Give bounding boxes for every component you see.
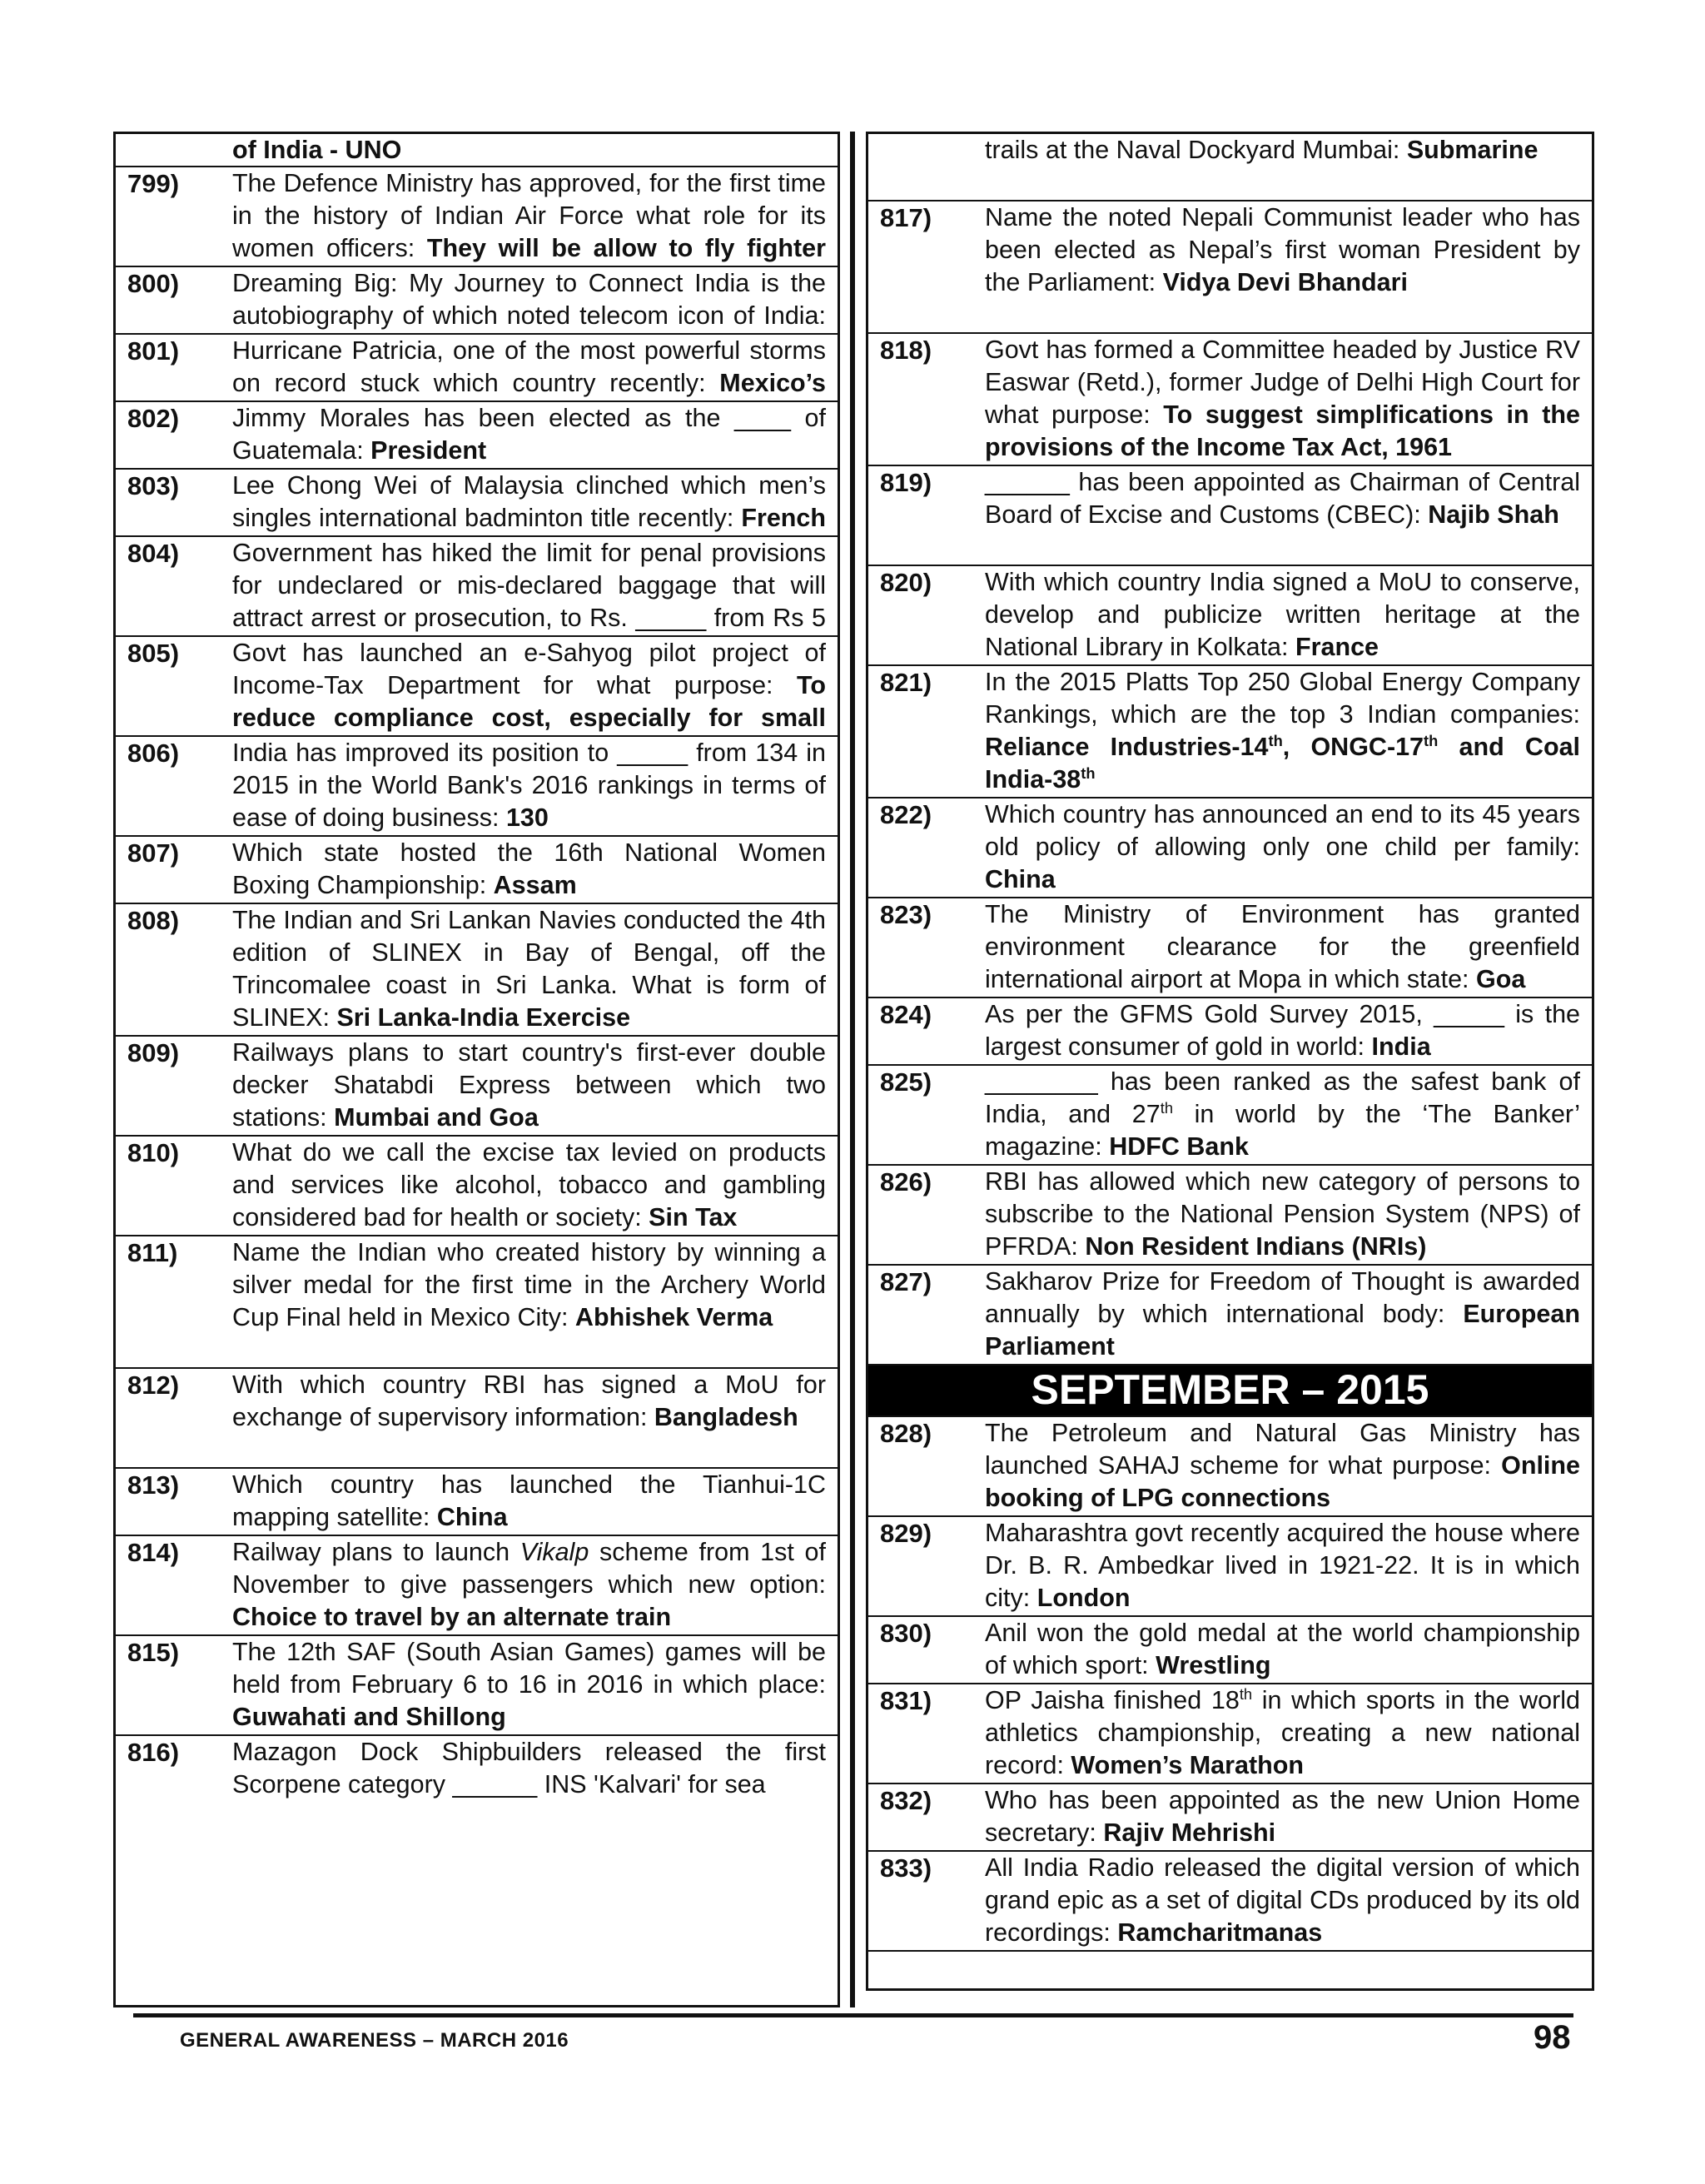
question-body: in world by the ‘The Banker’ magazine: xyxy=(985,1100,1580,1161)
question-entry xyxy=(868,666,1592,798)
question-text xyxy=(232,904,838,1035)
answer-text: European Parliament xyxy=(985,1300,1580,1361)
answer-text: Online booking of LPG connections xyxy=(985,1451,1580,1512)
question-text xyxy=(232,1037,838,1135)
question-number: 827) xyxy=(880,1267,932,1296)
question-body: Mazagon Dock Shipbuilders released the first Scorpene category ______ INS 'Kalvari' for sea xyxy=(232,1738,826,1798)
question-number: 821) xyxy=(880,668,932,697)
question-text xyxy=(985,466,1592,565)
question-body: In the 2015 Platts Top 250 Global Energy Company Rankings, which are the top 3 Indian companies: xyxy=(985,668,1580,729)
question-entry xyxy=(116,737,838,837)
superscript: th xyxy=(1239,1684,1253,1703)
answer-text: Goa xyxy=(1475,965,1526,993)
question-text xyxy=(232,1736,838,1801)
question-entry xyxy=(868,201,1592,334)
answer-text: Non Resident Indians (NRIs) xyxy=(1085,1232,1427,1261)
question-number: 814) xyxy=(127,1538,180,1567)
question-number: 813) xyxy=(127,1470,180,1500)
question-text xyxy=(232,267,838,333)
question-number: 824) xyxy=(880,1000,932,1029)
question-body: The Defence Ministry has approved, for the first time in the history of Indian Air Force what role for its women officers: xyxy=(232,169,826,262)
question-body: ______ has been appointed as Chairman of Central Board of Excise and Customs (CBEC): xyxy=(985,468,1580,529)
answer-text: They will be allow to fly fighter xyxy=(426,234,827,262)
answer-text: Assam xyxy=(493,871,577,899)
question-text xyxy=(232,737,838,835)
question-number: 806) xyxy=(127,739,180,768)
answer-text: To suggest simplifications in the provisions of the Income Tax Act, 1961 xyxy=(985,400,1580,461)
page-number: 98 xyxy=(1534,2019,1571,2056)
superscript: th xyxy=(1081,764,1096,782)
answer-text: Sin Tax xyxy=(649,1203,738,1231)
question-body: As per the GFMS Gold Survey 2015, _____ is the largest consumer of gold in world: xyxy=(985,1000,1580,1061)
question-text xyxy=(985,998,1592,1064)
question-body: Railway plans to launch xyxy=(232,1538,520,1566)
answer-text: Sri Lanka-India Exercise xyxy=(336,1003,631,1032)
question-text xyxy=(232,537,838,635)
question-entry xyxy=(868,466,1592,566)
question-body: Sakharov Prize for Freedom of Thought is awarded annually by which international body: xyxy=(985,1267,1580,1328)
question-text xyxy=(232,134,838,166)
question-text xyxy=(985,201,1592,332)
question-number xyxy=(116,134,232,166)
question-text xyxy=(232,1536,838,1634)
answer-text: Submarine xyxy=(1406,136,1538,164)
question-text xyxy=(985,898,1592,997)
question-text xyxy=(232,837,838,903)
question-body: Hurricane Patricia, one of the most powerful storms on record stuck which country recently: xyxy=(232,336,826,397)
right-column xyxy=(866,132,1594,1991)
question-number: 802) xyxy=(127,404,180,433)
question-number: 805) xyxy=(127,639,180,668)
answer-text: HDFC Bank xyxy=(1109,1132,1249,1161)
question-number: 826) xyxy=(880,1167,932,1196)
footer-title: GENERAL AWARENESS – MARCH 2016 xyxy=(180,2029,569,2052)
question-text xyxy=(232,1636,838,1734)
question-body: The Ministry of Environment has granted environment clearance for the greenfield international airport at Mopa in which state: xyxy=(985,900,1580,993)
question-entry xyxy=(116,134,838,167)
question-entry xyxy=(116,167,838,267)
question-entry xyxy=(116,1536,838,1636)
question-entry xyxy=(868,1266,1592,1366)
question-entry xyxy=(868,566,1592,666)
question-entry xyxy=(868,1166,1592,1266)
question-number: 811) xyxy=(127,1238,178,1267)
right-entries-after xyxy=(868,1417,1592,1952)
answer-text: Wrestling xyxy=(1156,1651,1271,1679)
question-number: 823) xyxy=(880,900,932,929)
question-text xyxy=(232,167,838,266)
question-entry xyxy=(116,904,838,1037)
question-number: 828) xyxy=(880,1419,932,1448)
question-entry xyxy=(868,898,1592,998)
answer-text: Najib Shah xyxy=(1428,500,1559,529)
question-body: Anil won the gold medal at the world championship of which sport: xyxy=(985,1619,1580,1679)
question-body: Railways plans to start country's first-ever double decker Shatabdi Express between which two stations: xyxy=(232,1038,826,1132)
question-body: Name the Indian who created history by winning a silver medal for the first time in the Archery World Cup Final held in Mexico City: xyxy=(232,1238,826,1331)
question-text xyxy=(232,1369,838,1467)
question-entry xyxy=(868,334,1592,466)
footer-rule xyxy=(133,2013,1573,2017)
question-entry xyxy=(868,1417,1592,1517)
question-entry xyxy=(116,1137,838,1236)
answer-text: India xyxy=(1371,1032,1431,1061)
answer-text: Reliance Industries-14 xyxy=(985,733,1269,761)
answer-text: France xyxy=(1295,633,1379,661)
question-number: 803) xyxy=(127,471,180,500)
answer-text: London xyxy=(1036,1584,1131,1612)
answer-text: Women’s Marathon xyxy=(1071,1751,1305,1779)
question-number: 801) xyxy=(127,336,180,366)
question-entry xyxy=(868,1852,1592,1952)
answer-text: China xyxy=(985,865,1056,893)
question-number: 832) xyxy=(880,1786,932,1815)
answer-text: Mumbai and Goa xyxy=(334,1103,539,1132)
question-body: All India Radio released the digital version of which grand epic as a set of digital CDs produced by its old recordings: xyxy=(985,1853,1580,1947)
answer-text: China xyxy=(436,1503,508,1531)
answer-text: French xyxy=(741,504,826,532)
answer-text: Choice to travel by an alternate train xyxy=(232,1603,672,1631)
question-number: 807) xyxy=(127,838,180,868)
question-number: 822) xyxy=(880,800,932,829)
question-number: 820) xyxy=(880,568,932,597)
answer-text: Mexico’s xyxy=(719,369,826,397)
question-text xyxy=(232,1236,838,1367)
question-entry xyxy=(868,1617,1592,1684)
question-body: Lee Chong Wei of Malaysia clinched which men’s singles international badminton title recently: xyxy=(232,471,826,532)
question-text xyxy=(985,134,1592,200)
question-body: India has improved its position to _____ from 134 in 2015 in the World Bank's 2016 rankings in terms of ease of doing business: xyxy=(232,739,826,832)
question-entry xyxy=(116,1636,838,1736)
question-body: Name the noted Nepali Communist leader who has been elected as Nepal’s first woman President by the Parliament: xyxy=(985,203,1580,296)
question-body: The Indian and Sri Lankan Navies conducted the 4th edition of SLINEX in Bay of Bengal, off the Trincomalee coast in Sri Lanka. What is form of SLINEX: xyxy=(232,906,826,1032)
italic-text: Vikalp xyxy=(519,1538,589,1566)
question-entry xyxy=(116,1369,838,1469)
answer-text: Guwahati and Shillong xyxy=(232,1703,506,1731)
question-entry xyxy=(868,1784,1592,1852)
question-entry xyxy=(116,1469,838,1536)
question-body: Dreaming Big: My Journey to Connect India is the autobiography of which noted telecom icon of India: xyxy=(232,269,826,330)
question-entry xyxy=(868,798,1592,898)
answer-text: To reduce compliance cost, especially for small xyxy=(232,671,826,732)
question-number: 809) xyxy=(127,1038,180,1067)
question-number: 812) xyxy=(127,1371,180,1400)
left-column xyxy=(113,132,840,2007)
question-number: 808) xyxy=(127,906,180,935)
question-body: Which country has launched the Tianhui-1C mapping satellite: xyxy=(232,1470,826,1531)
question-text xyxy=(232,470,838,535)
question-text xyxy=(232,402,838,468)
question-entry xyxy=(868,998,1592,1066)
question-number: 831) xyxy=(880,1686,932,1715)
answer-text: Bangladesh xyxy=(654,1403,798,1431)
answer-text: 130 xyxy=(505,803,549,832)
answer-text: Abhishek Verma xyxy=(574,1303,773,1331)
question-number: 800) xyxy=(127,269,180,298)
question-entry xyxy=(116,1037,838,1137)
question-body: Who has been appointed as the new Union Home secretary: xyxy=(985,1786,1580,1847)
question-entry xyxy=(868,1517,1592,1617)
question-text xyxy=(232,637,838,735)
superscript: th xyxy=(1160,1098,1173,1117)
question-text xyxy=(985,666,1592,797)
question-body: Maharashtra govt recently acquired the house where Dr. B. R. Ambedkar lived in 1921-22. It is in which city: xyxy=(985,1519,1580,1612)
question-body: Govt has formed a Committee headed by Justice RV Easwar (Retd.), former Judge of Delhi High Court for what purpose: xyxy=(985,336,1580,429)
question-number: 816) xyxy=(127,1738,180,1767)
question-body: Govt has launched an e-Sahyog pilot project of Income-Tax Department for what purpose: xyxy=(232,639,826,699)
right-entries-before xyxy=(868,134,1592,1366)
question-entry xyxy=(116,637,838,737)
question-body: RBI has allowed which new category of persons to subscribe to the National Pension System (NPS) of PFRDA: xyxy=(985,1167,1580,1261)
question-text xyxy=(985,1784,1592,1850)
question-entry xyxy=(116,1736,838,1801)
question-entry xyxy=(116,837,838,904)
question-number: 815) xyxy=(127,1638,180,1667)
question-text xyxy=(985,1166,1592,1264)
superscript: th xyxy=(1268,731,1283,749)
question-text xyxy=(985,1617,1592,1683)
question-body: With which country India signed a MoU to conserve, develop and publicize written heritage at the National Library in Kolkata: xyxy=(985,568,1580,661)
question-number: 810) xyxy=(127,1138,180,1167)
question-body: Which state hosted the 16th National Women Boxing Championship: xyxy=(232,838,826,899)
answer-text: Rajiv Mehrishi xyxy=(1103,1818,1276,1847)
answer-text: Ramcharitmanas xyxy=(1117,1918,1323,1947)
question-text xyxy=(985,1066,1592,1164)
question-body: in which sports in the world athletics championship, creating a new national record: xyxy=(985,1686,1581,1779)
question-entry xyxy=(868,1066,1592,1166)
question-text xyxy=(985,334,1592,465)
answer-text: , ONGC-17 xyxy=(1282,733,1424,761)
question-entry xyxy=(116,402,838,470)
question-body: ________ has been ranked as the safest bank of India, and 27 xyxy=(985,1067,1580,1128)
question-body: Government has hiked the limit for penal provisions for undeclared or mis-declared baggage that will attract arrest or prosecution, to Rs. _____ from Rs 5 xyxy=(232,539,826,632)
column-divider xyxy=(850,132,855,2007)
question-body: The 12th SAF (South Asian Games) games will be held from February 6 to 16 in 2016 in which place: xyxy=(232,1638,826,1699)
section-heading: SEPTEMBER – 2015 xyxy=(868,1366,1592,1417)
question-number: 817) xyxy=(880,203,932,232)
question-entry xyxy=(116,470,838,537)
question-number xyxy=(868,134,985,200)
question-body: With which country RBI has signed a MoU for exchange of supervisory information: xyxy=(232,1371,826,1431)
question-text xyxy=(985,1852,1592,1950)
question-body: trails at the Naval Dockyard Mumbai: xyxy=(985,136,1407,164)
answer-text: of India - UNO xyxy=(232,136,402,164)
question-body: scheme from 1st of November to give passengers which new option: xyxy=(232,1538,826,1599)
question-number: 829) xyxy=(880,1519,932,1548)
question-text xyxy=(232,335,838,400)
question-entry xyxy=(116,267,838,335)
question-body: Which country has announced an end to its 45 years old policy of allowing only one child per family: xyxy=(985,800,1580,861)
answer-text: Vidya Devi Bhandari xyxy=(1162,268,1408,296)
question-text xyxy=(232,1469,838,1535)
question-text xyxy=(985,566,1592,664)
question-body: OP Jaisha finished 18 xyxy=(985,1686,1240,1714)
question-body: What do we call the excise tax levied on products and services like alcohol, tobacco and gambling considered bad for health or society: xyxy=(232,1138,826,1231)
superscript: th xyxy=(1424,731,1439,749)
question-text xyxy=(985,798,1592,897)
question-entry xyxy=(116,537,838,637)
question-number: 819) xyxy=(880,468,932,497)
question-entry xyxy=(116,1236,838,1369)
question-text xyxy=(232,1137,838,1235)
question-text xyxy=(985,1517,1592,1615)
answer-text: President xyxy=(370,436,487,465)
question-number: 799) xyxy=(127,169,180,198)
question-number: 830) xyxy=(880,1619,932,1648)
question-number: 825) xyxy=(880,1067,932,1097)
question-text xyxy=(985,1417,1592,1515)
question-text xyxy=(985,1684,1592,1783)
question-number: 804) xyxy=(127,539,180,568)
answer-text: and Coal India-38 xyxy=(985,733,1581,794)
question-number: 833) xyxy=(880,1853,932,1883)
question-body: The Petroleum and Natural Gas Ministry has launched SAHAJ scheme for what purpose: xyxy=(985,1419,1580,1480)
question-entry xyxy=(116,335,838,402)
question-body: Jimmy Morales has been elected as the ____ of Guatemala: xyxy=(232,404,826,465)
question-entry xyxy=(868,134,1592,201)
question-entry xyxy=(868,1684,1592,1784)
question-number: 818) xyxy=(880,336,932,365)
question-text xyxy=(985,1266,1592,1364)
